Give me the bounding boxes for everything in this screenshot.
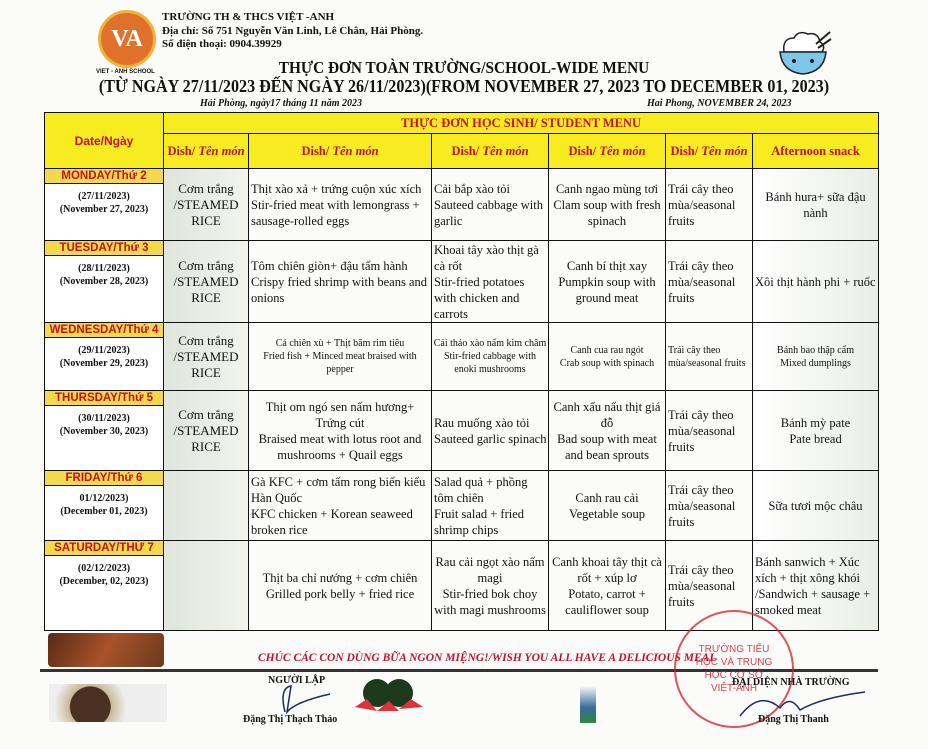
day-label: FRIDAY/Thứ 6 xyxy=(45,471,163,486)
soup-dish-cell: Canh rau cải Vegetable soup xyxy=(549,471,666,541)
date-en: (December 01, 2023) xyxy=(60,506,148,517)
rice-cell: Cơm trắng /STEAMED RICE xyxy=(164,323,249,391)
dish-header-en: Dish/ xyxy=(568,144,597,158)
soup-dish-cell: Canh ngao mùng tơi Clam soup with fresh spinach xyxy=(549,169,666,241)
side-dish-cell: Khoai tây xào thịt gà cà rốt Stir-fried potatoes with chicken and carrots xyxy=(432,241,549,323)
snack-dish-cell: Bánh hura+ sữa đậu nành xyxy=(753,169,879,241)
main-dish-cell: Cá chiên xù + Thịt băm rim tiêu Fried fish + Minced meat braised with pepper xyxy=(249,323,432,391)
day-label: SATURDAY/THỨ 7 xyxy=(45,541,163,556)
dish-header-en: Dish/ xyxy=(167,144,196,158)
fruit-dish-cell: Trái cây theo mùa/seasonal fruits xyxy=(666,391,753,471)
snack-header: Afternoon snack xyxy=(753,134,879,169)
snack-dish-cell: Bánh sanwich + Xúc xích + thịt xông khói /Sandwich + sausage + smoked meat xyxy=(753,541,879,631)
page-title: THỰC ĐƠN TOÀN TRƯỜNG/SCHOOL-WIDE MENU xyxy=(278,58,650,77)
school-address: Địa chỉ: Số 751 Nguyễn Văn Linh, Lê Chân, Hải Phòng. xyxy=(162,24,424,37)
dish-header xyxy=(164,134,249,169)
dish-header xyxy=(549,134,666,169)
date-en: (November 29, 2023) xyxy=(59,358,149,369)
main-dish-cell: Thịt ba chỉ nướng + cơm chiên Grilled pork belly + fried rice xyxy=(249,541,432,631)
braised-meat-image xyxy=(48,633,164,667)
date-vi: (29/11/2023) xyxy=(78,345,130,356)
snack-dish-cell: Xôi thịt hành phi + ruốc xyxy=(753,241,879,323)
dish-header xyxy=(249,134,432,169)
main-dish-cell: Thịt xào xả + trứng cuộn xúc xích Stir-fried meat with lemongrass + sausage-rolled eggs xyxy=(249,169,432,241)
preparer-name: Đặng Thị Thạch Thảo xyxy=(243,714,338,725)
rice-cell: Cơm trắng /STEAMED RICE xyxy=(164,169,249,241)
side-dish-cell: Salad quả + phồng tôm chiên Fruit salad + fried shrimp chips xyxy=(432,471,549,541)
menu-row xyxy=(45,471,879,541)
date-en: (December, 02, 2023) xyxy=(59,576,149,587)
student-menu-header: THỰC ĐƠN HỌC SINH/ STUDENT MENU xyxy=(164,113,879,134)
soup-dish-cell: Canh xấu nấu thịt giá đỗ Bad soup with meat and bean sprouts xyxy=(549,391,666,471)
day-cell xyxy=(45,323,164,391)
rice-cell: Cơm trắng /STEAMED RICE xyxy=(164,391,249,471)
dish-header xyxy=(666,134,753,169)
preparer-label: NGƯỜI LẬP xyxy=(268,675,326,686)
preparer-signature xyxy=(255,684,335,714)
date-en: (November 27, 2023) xyxy=(59,204,149,215)
side-dish-cell: Rau muống xào tỏi Sauteed garlic spinach xyxy=(432,391,549,471)
date-vi: (27/11/2023) xyxy=(78,191,130,202)
main-dish-cell: Thịt om ngó sen nấm hương+ Trứng cút Braised meat with lotus root and mushrooms + Quail eggs xyxy=(249,391,432,471)
main-dish-cell: Tôm chiên giòn+ đậu tẩm hành Crispy fried shrimp with beans and onions xyxy=(249,241,432,323)
side-dish-cell: Rau cải ngọt xào nấm magi Stir-fried bok choy with magi mushrooms xyxy=(432,541,549,631)
pate-bread-image xyxy=(49,684,167,722)
logo-text: VA xyxy=(111,25,143,52)
rice-cell xyxy=(164,541,249,631)
snack-dish-cell: Bánh bao thập cẩm Mixed dumplings xyxy=(753,323,879,391)
date-en: (November 30, 2023) xyxy=(59,426,149,437)
menu-row xyxy=(45,323,879,391)
fruit-dish-cell: Trái cây theo mùa/seasonal fruits xyxy=(666,323,753,391)
dish-header-vi: Tên món xyxy=(198,144,245,158)
dish-header-en: Dish/ xyxy=(670,144,699,158)
menu-row xyxy=(45,391,879,471)
logo-caption: VIET - ANH SCHOOL xyxy=(96,69,155,75)
closing-wish: CHÚC CÁC CON DÙNG BỮA NGON MIỆNG!/WISH YOU ALL HAVE A DELICIOUS MEAL xyxy=(258,652,717,664)
school-info xyxy=(162,11,423,52)
dish-header xyxy=(432,134,549,169)
day-label: TUESDAY/Thứ 3 xyxy=(45,241,163,256)
fruit-dish-cell: Trái cây theo mùa/seasonal fruits xyxy=(666,241,753,323)
day-cell xyxy=(45,169,164,241)
date-en: (November 28, 2023) xyxy=(59,276,149,287)
snack-dish-cell: Sữa tươi mộc châu xyxy=(753,471,879,541)
date-vi: 01/12/2023) xyxy=(79,493,129,504)
fruit-dish-cell: Trái cây theo mùa/seasonal fruits xyxy=(666,169,753,241)
watermelon-image xyxy=(353,677,425,715)
stamp-text: TRƯỜNG TIỂU HỌC VÀ TRUNG HỌC CƠ SỞ VIỆT-ANH xyxy=(695,644,773,694)
date-header: Date/Ngày xyxy=(45,113,164,169)
issue-date-vi: Hải Phòng, ngày17 tháng 11 năm 2023 xyxy=(200,98,362,109)
fruit-dish-cell: Trái cây theo mùa/seasonal fruits xyxy=(666,471,753,541)
day-cell xyxy=(45,391,164,471)
soup-dish-cell: Canh cua rau ngót Crab soup with spinach xyxy=(549,323,666,391)
dish-header-vi: Tên món xyxy=(599,144,646,158)
day-cell xyxy=(45,541,164,631)
school-phone: Số điện thoại: 0904.39929 xyxy=(162,38,282,50)
issue-date-en: Hai Phong, NOVEMBER 24, 2023 xyxy=(647,98,792,109)
menu-row xyxy=(45,169,879,241)
milk-carton-image xyxy=(580,685,596,723)
day-cell xyxy=(45,241,164,323)
dish-header-vi: Tên món xyxy=(701,144,748,158)
soup-dish-cell: Canh bí thịt xay Pumpkin soup with ground meat xyxy=(549,241,666,323)
school-rep-label: ĐẠI DIỆN NHÀ TRƯỜNG xyxy=(732,677,850,688)
date-vi: (28/11/2023) xyxy=(78,263,130,274)
day-label: WEDNESDAY/Thứ 4 xyxy=(45,323,163,338)
soup-dish-cell: Canh khoai tây thịt cà rốt + xúp lơ Potato, carrot + cauliflower soup xyxy=(549,541,666,631)
rice-cell: Cơm trắng /STEAMED RICE xyxy=(164,241,249,323)
day-label: MONDAY/Thứ 2 xyxy=(45,169,163,184)
date-vi: (30/11/2023) xyxy=(78,413,130,424)
dish-header-en: Dish/ xyxy=(451,144,480,158)
menu-table xyxy=(44,112,879,631)
page-subtitle: (TỪ NGÀY 27/11/2023 ĐẾN NGÀY 26/11/2023)(FROM NOVEMBER 27, 2023 TO DECEMBER 01, 2023) xyxy=(98,76,830,96)
day-cell xyxy=(45,471,164,541)
menu-row xyxy=(45,241,879,323)
day-label: THURSDAY/Thứ 5 xyxy=(45,391,163,406)
rice-cell xyxy=(164,471,249,541)
dish-header-vi: Tên món xyxy=(482,144,529,158)
snack-dish-cell: Bánh mỳ pate Pate bread xyxy=(753,391,879,471)
main-dish-cell: Gà KFC + cơm tấm rong biển kiểu Hàn Quốc KFC chicken + Korean seaweed broken rice xyxy=(249,471,432,541)
dish-header-en: Dish/ xyxy=(301,144,330,158)
school-rep-name: Đặng Thị Thanh xyxy=(758,714,829,725)
side-dish-cell: Cải bắp xào tỏi Sauteed cabbage with garlic xyxy=(432,169,549,241)
dish-header-vi: Tên món xyxy=(332,144,379,158)
school-name: TRƯỜNG TH & THCS VIỆT -ANH xyxy=(162,11,335,23)
side-dish-cell: Cải thảo xào nấm kim châm Stir-fried cabbage with enoki mushrooms xyxy=(432,323,549,391)
fruit-dish-cell: Trái cây theo mùa/seasonal fruits xyxy=(666,541,753,631)
date-vi: (02/12/2023) xyxy=(77,563,131,574)
